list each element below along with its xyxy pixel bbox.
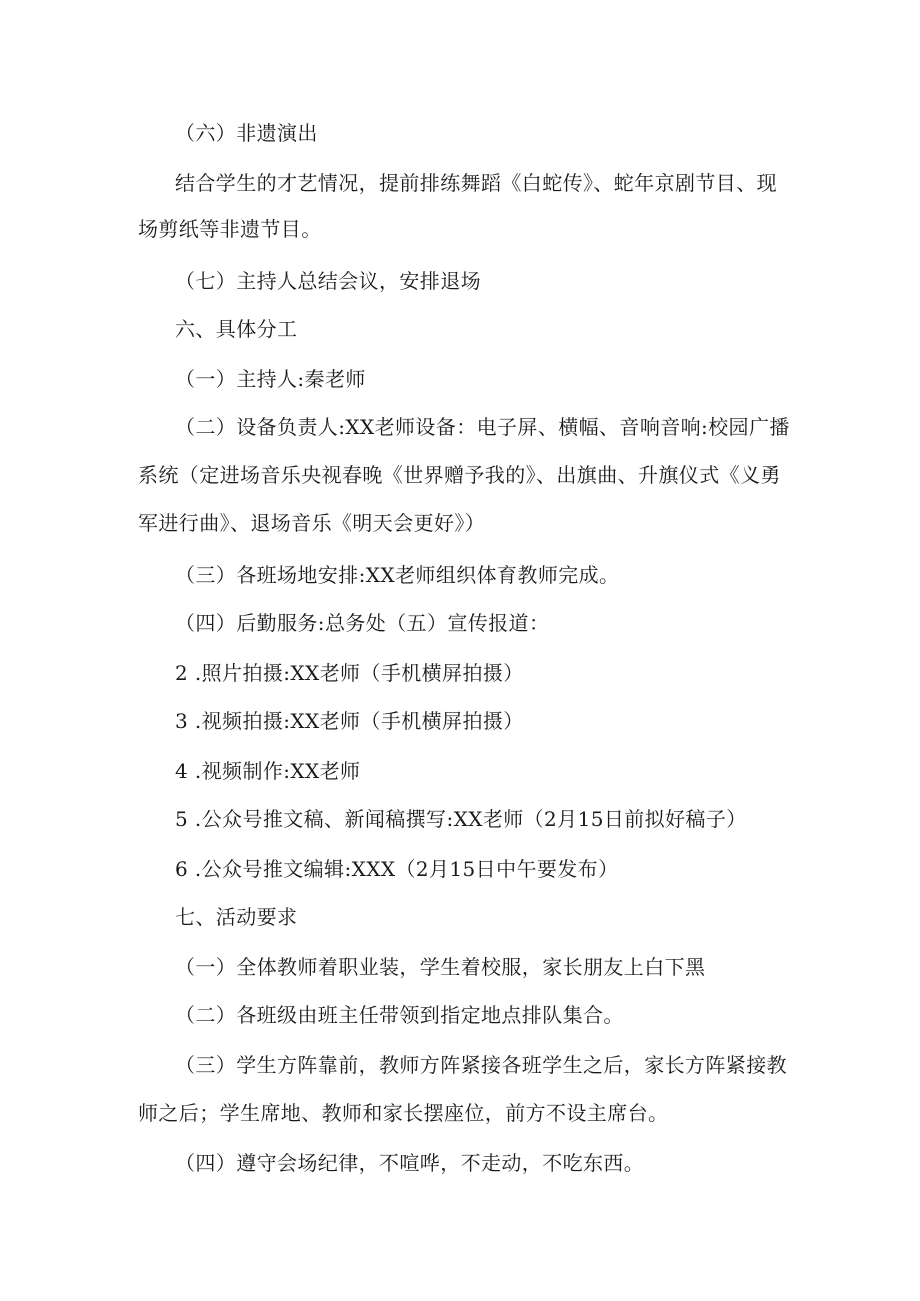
list-item: （三）学生方阵靠前，教师方阵紧接各班学生之后，家长方阵紧接教 bbox=[175, 1053, 787, 1077]
list-item: （四）后勤服务:总务处（五）宣传报道： bbox=[175, 611, 550, 635]
section-heading-closing: （七）主持人总结会议，安排退场 bbox=[175, 269, 481, 293]
numbered-item: 6 .公众号推文编辑:XXX（2月15日中午要发布） bbox=[175, 857, 619, 881]
section-heading-performance: （六）非遗演出 bbox=[175, 121, 318, 145]
list-item: （三）各班场地安排:XX老师组织体育教师完成。 bbox=[175, 563, 620, 587]
paragraph-line: 军进行曲》、退场音乐《明天会更好》） bbox=[138, 511, 486, 535]
paragraph-line: 师之后；学生席地、教师和家长摆座位，前方不设主席台。 bbox=[138, 1101, 669, 1125]
list-item: （一）主持人:秦老师 bbox=[175, 367, 366, 391]
numbered-item: 3 .视频拍摄:XX老师（手机横屏拍摄） bbox=[175, 709, 524, 733]
numbered-item: 2 .照片拍摄:XX老师（手机横屏拍摄） bbox=[175, 661, 524, 685]
paragraph-line: 结合学生的才艺情况，提前排练舞蹈《白蛇传》、蛇年京剧节目、现 bbox=[175, 171, 777, 195]
paragraph-line: 场剪纸等非遗节目。 bbox=[138, 217, 322, 241]
list-item: （二）设备负责人:XX老师设备：电子屏、横幅、音响音响:校园广播 bbox=[175, 415, 790, 439]
numbered-item: 4 .视频制作:XX老师 bbox=[175, 759, 361, 783]
chapter-heading-requirements: 七、活动要求 bbox=[175, 905, 298, 929]
list-item: （四）遵守会场纪律，不喧哗，不走动，不吃东西。 bbox=[175, 1151, 645, 1175]
list-item: （二）各班级由班主任带领到指定地点排队集合。 bbox=[175, 1003, 624, 1027]
list-item: （一）全体教师着职业装，学生着校服，家长朋友上白下黑 bbox=[175, 955, 706, 979]
numbered-item: 5 .公众号推文稿、新闻稿撰写:XX老师（2月15日前拟好稿子） bbox=[175, 807, 747, 831]
chapter-heading-division: 六、具体分工 bbox=[175, 317, 298, 341]
paragraph-line: 系统（定进场音乐央视春晚《世界赠予我的》、出旗曲、升旗仪式《义勇 bbox=[138, 463, 781, 487]
